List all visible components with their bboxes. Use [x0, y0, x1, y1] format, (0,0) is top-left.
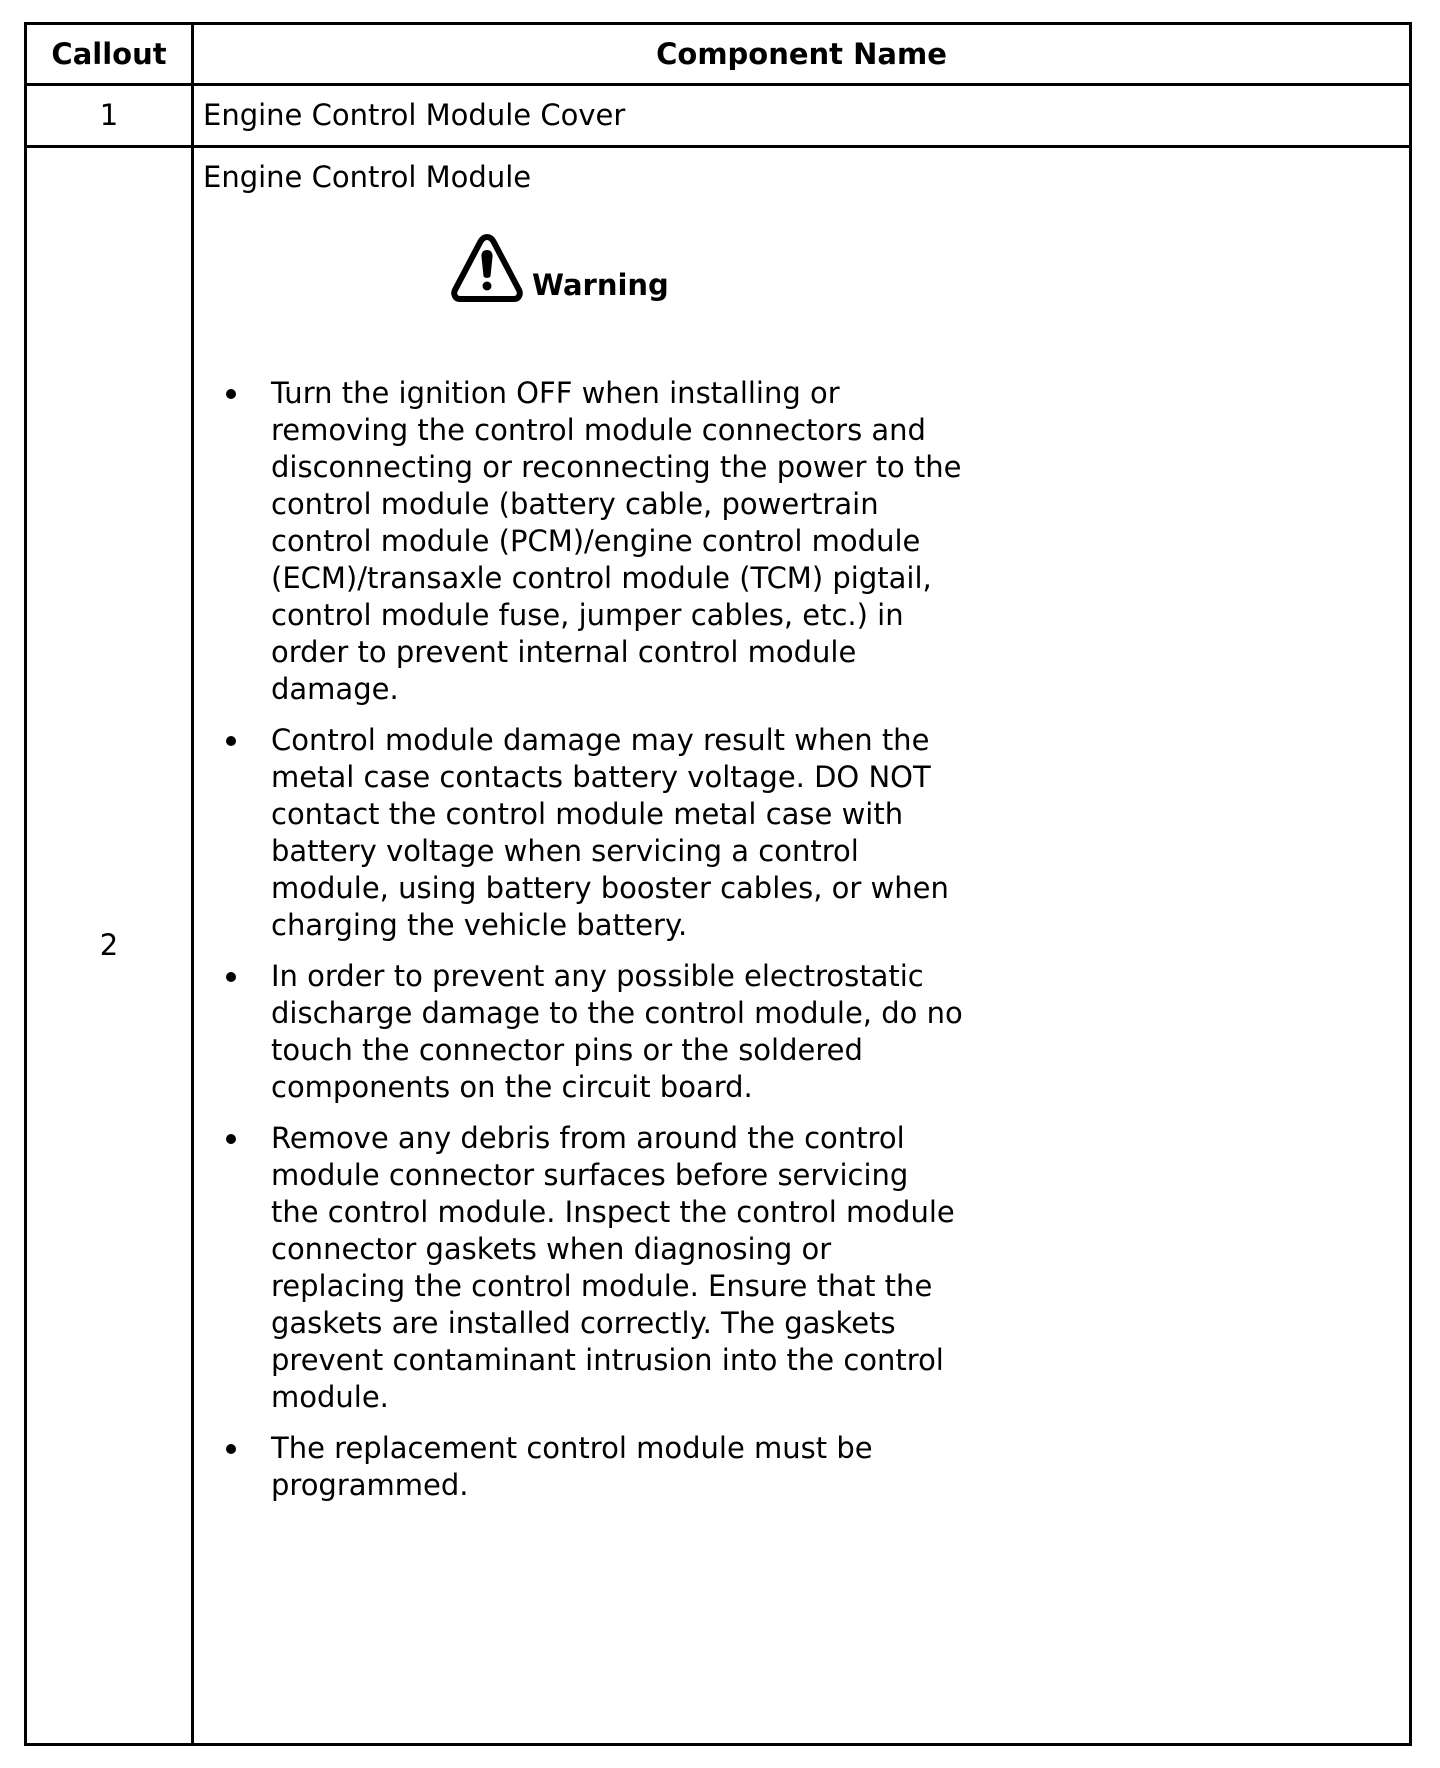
bullet-icon: [226, 972, 236, 982]
bullet-icon: [226, 736, 236, 746]
component-name-cell: Engine Control Module Cover: [203, 98, 626, 132]
warning-item-text: Control module damage may result when the metal case contacts battery voltage. DO NOT contact the control module metal case with battery voltage when servicing a control module, using battery booster cables, or when charging the vehicle battery.: [271, 723, 949, 942]
component-table: [24, 22, 1412, 1746]
bullet-icon: [226, 1134, 236, 1144]
warning-item-text: Remove any debris from around the control module connector surfaces before servicing the control module. Inspect the control module connector gaskets when diagnosing or replacing the control module. Ensure that the gaskets are installed correctly. The gaskets prevent contaminant intrusion into the control module.: [271, 1121, 955, 1414]
list-item: [203, 1120, 963, 1416]
list-item: [203, 1430, 963, 1504]
warning-item-text: The replacement control module must be programmed.: [271, 1431, 873, 1502]
row-divider: [27, 145, 1409, 148]
warning-list: [203, 375, 963, 1518]
callout-cell: 2: [99, 928, 119, 962]
callout-cell: 1: [99, 98, 119, 132]
list-item: [203, 375, 963, 708]
list-item: [203, 722, 963, 944]
warning-heading: [450, 230, 669, 304]
bullet-icon: [226, 389, 236, 399]
component-name-cell: Engine Control Module: [203, 160, 532, 194]
column-divider: [191, 25, 194, 1743]
warning-item-text: In order to prevent any possible electrostatic discharge damage to the control module, do no touch the connector pins or the soldered components on the circuit board.: [271, 959, 963, 1104]
warning-item-text: Turn the ignition OFF when installing or removing the control module connectors and disconnecting or reconnecting the power to the control module (battery cable, powertrain control module (PCM)/engine control module (ECM)/transaxle control module (TCM) pigtail, control module fuse, jumper cables, etc.) in order to prevent internal control module damage.: [271, 376, 962, 706]
warning-triangle-icon: [450, 232, 524, 304]
header-callout: Callout: [51, 37, 167, 71]
warning-label: Warning: [532, 268, 669, 302]
header-component-name: Component Name: [656, 37, 947, 71]
bullet-icon: [226, 1444, 236, 1454]
list-item: [203, 958, 963, 1106]
